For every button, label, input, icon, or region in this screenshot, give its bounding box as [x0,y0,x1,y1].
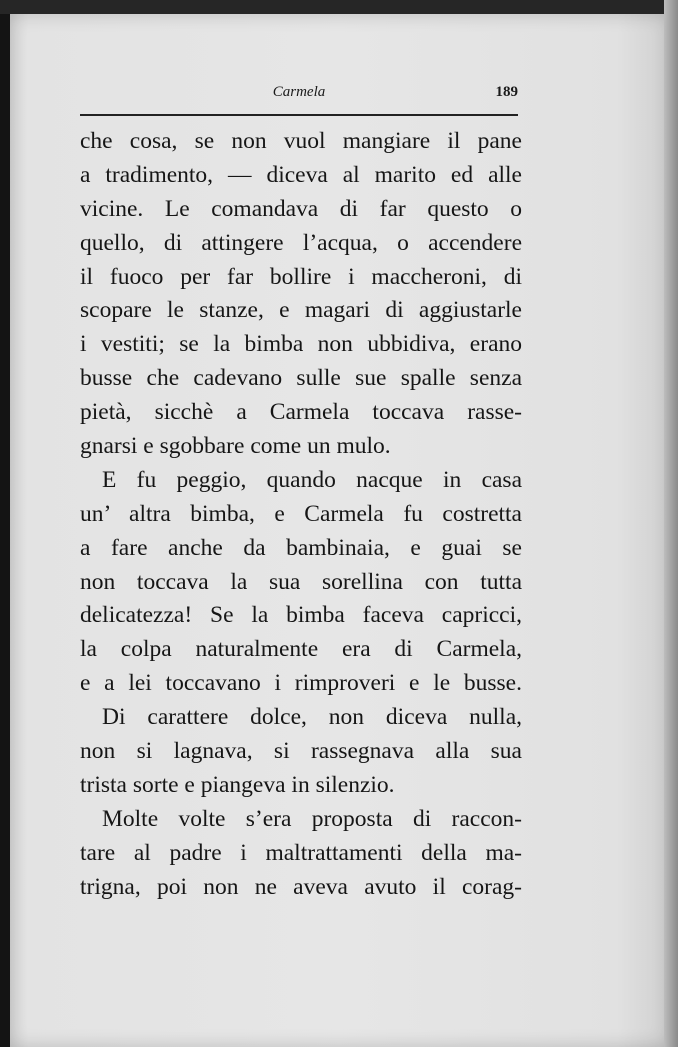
text-line: tare al padre i maltrattamenti della ma- [80,839,522,866]
text-line: e a lei toccavano i rimproveri e le busse. [80,670,522,697]
text-line: delicatezza! Se la bimba faceva capricci, [80,602,522,629]
running-title: Carmela [272,84,326,100]
text-line: un’ altra bimba, e Carmela fu costretta [80,500,522,527]
text-line: busse che cadevano sulle sue spalle senza [80,365,522,392]
text-line: gnarsi e sgobbare come un mulo. [80,433,391,460]
header-rule [80,114,518,116]
text-line: a fare anche da bambinaia, e guai se [80,534,522,561]
text-line: la colpa naturalmente era di Carmela, [80,636,522,663]
text-line: quello, di attingere l’acqua, o accendere [80,229,522,256]
text-line: vicine. Le comandava di far questo o [80,195,522,222]
text-line: pietà, sicchè a Carmela toccava rasse- [80,399,522,426]
text-line: Molte volte s’era proposta di raccon- [102,805,522,832]
running-head [80,84,518,106]
page-edge-shadow [664,0,678,1047]
text-line: Di carattere dolce, non diceva nulla, [102,704,522,731]
text-line: trista sorte e piangeva in silenzio. [80,771,395,798]
body-text [80,125,522,904]
text-line: a tradimento, — diceva al marito ed alle [80,161,522,188]
page-gutter-shadow [0,14,10,1047]
text-line: E fu peggio, quando nacque in casa [102,466,522,493]
text-line: scopare le stanze, e magari di aggiustarle [80,297,522,324]
page-number: 189 [495,84,518,100]
text-line: il fuoco per far bollire i maccheroni, di [80,263,522,290]
text-line: che cosa, se non vuol mangiare il pane [80,128,522,154]
text-line: trigna, poi non ne aveva avuto il corag- [80,873,522,900]
text-line: i vestiti; se la bimba non ubbidiva, erano [80,331,522,358]
text-line: non toccava la sua sorellina con tutta [80,568,522,595]
text-line: non si lagnava, si rassegnava alla sua [80,738,522,765]
